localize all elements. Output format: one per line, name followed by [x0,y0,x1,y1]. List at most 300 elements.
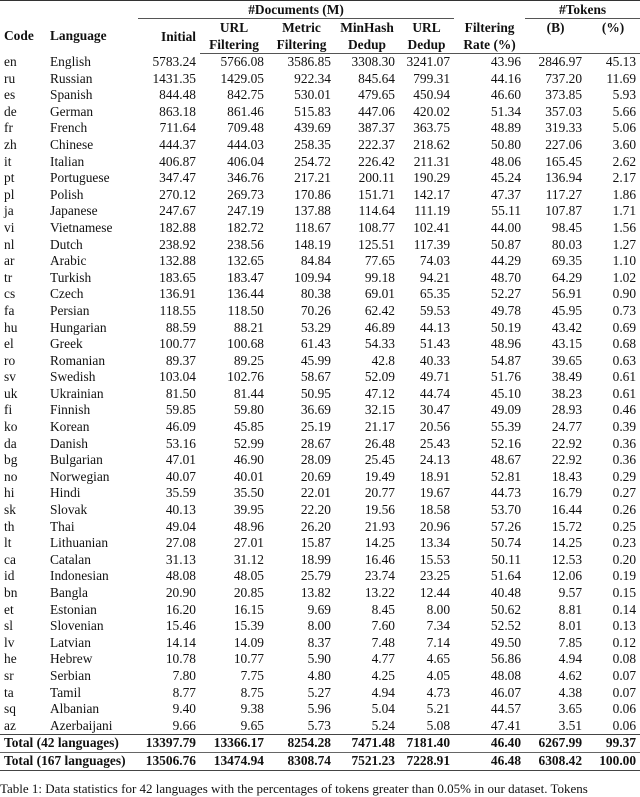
cell-initial: 238.92 [159,236,196,252]
cell-url-filtering: 81.44 [233,385,264,401]
cell-tokens-b: 7.85 [558,634,583,650]
cell-tokens-pct: 5.06 [612,120,637,136]
cell-initial: 88.59 [165,319,196,335]
cell-code: pl [4,186,15,202]
cell-url-dedup: 4.05 [426,667,451,683]
cell-tokens-pct: 5.93 [612,87,637,103]
header-tokens-group: #Tokens [525,1,640,19]
cell-tokens-pct: 11.69 [606,70,637,86]
header-filtering-rate-line2: Rate (%) [454,36,525,54]
cell-code: el [4,336,14,352]
table-header [0,1,640,54]
cell-tokens-b: 357.03 [545,103,583,119]
cell-initial: 47.01 [165,452,196,468]
cell-minhash-dedup: 69.01 [364,286,395,302]
cell-minhash-dedup: 447.06 [358,103,395,119]
cell-tokens-pct: 0.27 [612,485,637,501]
cell-metric-filtering: 45.99 [300,352,331,368]
total-filtering-rate: 46.48 [454,752,525,770]
total-metric-filtering: 8308.74 [268,752,335,770]
cell-tokens-b: 22.92 [551,435,583,451]
cell-language: English [50,53,91,69]
cell-url-dedup: 190.29 [413,170,451,186]
cell-metric-filtering: 22.20 [300,502,331,518]
table-row [0,336,640,353]
table-row [0,54,640,71]
cell-initial: 27.08 [165,535,196,551]
cell-initial: 711.64 [159,120,196,136]
cell-metric-filtering: 20.69 [300,468,331,484]
cell-initial: 15.46 [165,618,196,634]
cell-minhash-dedup: 200.11 [358,170,395,186]
total-tokens-pct: 99.37 [586,735,640,753]
cell-language: German [50,103,94,119]
cell-url-dedup: 5.21 [426,701,451,717]
cell-url-dedup: 19.67 [419,485,451,501]
cell-tokens-b: 16.44 [551,502,583,518]
cell-filtering-rate: 56.86 [490,651,522,667]
cell-code: bn [4,585,18,600]
cell-url-dedup: 102.41 [413,219,451,235]
cell-language: Indonesian [50,568,109,584]
cell-url-filtering: 183.47 [227,269,264,285]
cell-minhash-dedup: 125.51 [358,236,395,252]
cell-code: pt [4,170,15,186]
cell-filtering-rate: 57.26 [490,518,522,534]
cell-tokens-b: 4.94 [558,651,583,667]
cell-tokens-pct: 0.46 [612,402,637,418]
cell-metric-filtering: 26.20 [300,518,331,534]
cell-tokens-b: 373.85 [545,87,583,103]
cell-tokens-b: 38.49 [551,369,583,385]
cell-metric-filtering: 58.67 [300,369,331,385]
header-url-filtering-line2: Filtering [200,36,268,54]
table-row [0,353,640,370]
total-initial: 13506.76 [138,752,200,770]
cell-code: sl [4,618,13,634]
cell-minhash-dedup: 47.12 [364,385,395,401]
cell-language: Lithuanian [50,535,109,551]
cell-code: nl [4,236,15,252]
cell-url-filtering: 132.65 [227,253,264,269]
cell-url-filtering: 709.48 [227,120,264,136]
cell-tokens-pct: 1.86 [612,186,637,202]
cell-language: Japanese [50,203,98,219]
table-row [0,154,640,171]
cell-filtering-rate: 50.87 [490,236,522,252]
cell-url-filtering: 118.50 [227,302,264,318]
cell-minhash-dedup: 19.56 [364,502,395,518]
total-tokens-b: 6308.42 [525,752,586,770]
cell-initial: 444.37 [159,136,196,152]
cell-code: tr [4,269,13,285]
cell-minhash-dedup: 5.24 [371,717,395,733]
cell-code: fa [4,302,15,318]
cell-minhash-dedup: 4.25 [371,667,395,683]
table-row [0,170,640,187]
cell-minhash-dedup: 20.77 [364,485,395,501]
cell-code: da [4,435,17,451]
cell-filtering-rate: 50.11 [491,551,522,567]
cell-url-dedup: 74.03 [419,253,451,269]
cell-language: Serbian [50,667,91,683]
table-row [0,320,640,337]
cell-minhash-dedup: 7.48 [371,634,395,650]
total-filtering-rate: 46.40 [454,735,525,753]
cell-metric-filtering: 50.95 [300,385,331,401]
cell-initial: 46.09 [165,419,196,435]
header-spacer [454,1,525,19]
cell-tokens-pct: 0.39 [612,419,637,435]
cell-url-filtering: 88.21 [233,319,264,335]
cell-minhash-dedup: 13.22 [364,585,395,600]
header-tokens-b: (B) [546,20,565,35]
cell-language: Estonian [50,601,97,617]
cell-tokens-pct: 0.06 [612,717,637,733]
cell-tokens-pct: 0.90 [612,286,637,302]
cell-minhash-dedup: 19.49 [364,468,395,484]
cell-url-dedup: 363.75 [413,120,451,136]
table-row [0,485,640,502]
cell-url-dedup: 7.14 [426,634,451,650]
cell-language: Italian [50,153,85,169]
cell-tokens-b: 98.45 [551,219,583,235]
cell-url-dedup: 211.31 [413,153,451,169]
table-row [0,120,640,137]
cell-initial: 182.88 [159,219,196,235]
cell-tokens-b: 22.92 [551,452,583,468]
cell-url-filtering: 27.01 [233,535,264,551]
cell-url-dedup: 12.44 [419,585,451,600]
cell-url-dedup: 13.34 [419,535,451,551]
table-row [0,519,640,536]
cell-url-dedup: 3241.07 [406,54,451,69]
table-row [0,286,640,303]
cell-tokens-b: 18.43 [551,468,583,484]
cell-metric-filtering: 70.26 [300,302,331,318]
cell-filtering-rate: 52.27 [490,286,522,302]
cell-tokens-b: 165.45 [545,153,583,169]
cell-initial: 8.77 [172,684,196,700]
cell-code: ko [4,419,18,435]
cell-url-filtering: 40.01 [233,468,264,484]
cell-code: th [4,518,15,534]
cell-tokens-pct: 0.36 [612,452,637,468]
cell-filtering-rate: 48.70 [490,269,522,285]
cell-metric-filtering: 84.84 [300,253,331,269]
cell-tokens-pct: 1.10 [612,253,637,269]
cell-minhash-dedup: 52.09 [364,369,395,385]
cell-tokens-pct: 5.66 [612,103,637,119]
cell-tokens-pct: 0.20 [612,551,637,567]
cell-metric-filtering: 18.99 [300,551,331,567]
cell-tokens-pct: 0.26 [612,502,637,518]
cell-language: Spanish [50,87,93,103]
cell-initial: 5783.24 [152,53,196,69]
cell-url-filtering: 102.76 [227,369,264,385]
cell-url-dedup: 59.53 [419,302,451,318]
cell-minhash-dedup: 479.65 [358,87,395,103]
cell-metric-filtering: 118.67 [294,219,331,235]
cell-url-filtering: 842.75 [227,87,264,103]
cell-tokens-pct: 0.68 [612,336,637,352]
cell-url-dedup: 218.62 [413,136,451,152]
cell-tokens-b: 3.65 [558,701,583,717]
cell-language: Portuguese [50,170,110,186]
cell-url-filtering: 346.76 [227,170,264,186]
cell-initial: 863.18 [159,103,196,119]
cell-url-filtering: 35.50 [233,485,264,501]
cell-tokens-pct: 0.07 [612,684,637,700]
cell-metric-filtering: 530.01 [294,87,331,103]
table-row [0,502,640,519]
cell-url-filtering: 100.68 [227,336,264,352]
cell-url-dedup: 20.96 [419,518,451,534]
table-row [0,635,640,652]
cell-tokens-b: 56.91 [551,286,583,302]
table-row [0,203,640,220]
cell-tokens-pct: 0.19 [612,568,637,584]
cell-url-filtering: 46.90 [233,452,264,468]
total-url-dedup: 7228.91 [399,752,454,770]
cell-filtering-rate: 44.73 [490,485,522,501]
cell-url-filtering: 39.95 [233,502,264,518]
table-row [0,701,640,718]
table-row [0,585,640,602]
cell-language: Czech [50,286,84,302]
cell-code: ru [4,70,16,86]
cell-code: id [4,568,15,584]
cell-filtering-rate: 52.81 [490,468,522,484]
cell-url-dedup: 142.17 [413,186,451,202]
table-totals [0,735,640,770]
cell-url-filtering: 9.65 [240,717,264,733]
cell-tokens-b: 28.93 [551,402,583,418]
cell-filtering-rate: 48.89 [490,120,522,136]
cell-initial: 10.78 [165,651,196,667]
header-minhash-dedup-line2: Dedup [335,36,399,54]
cell-tokens-pct: 0.23 [612,535,637,551]
cell-tokens-pct: 0.69 [612,319,637,335]
cell-tokens-pct: 1.27 [612,236,637,252]
cell-metric-filtering: 61.43 [300,336,331,352]
cell-initial: 20.90 [165,585,196,600]
cell-url-filtering: 406.04 [227,153,264,169]
cell-url-filtering: 10.77 [233,651,264,667]
cell-tokens-b: 43.42 [551,319,583,335]
cell-initial: 1431.35 [152,70,196,86]
cell-language: Vietnamese [50,219,113,235]
cell-initial: 347.47 [159,170,196,186]
cell-initial: 31.13 [165,551,196,567]
cell-tokens-pct: 2.17 [612,170,637,186]
total-url-filtering: 13366.17 [200,735,268,753]
cell-tokens-b: 8.01 [558,618,583,634]
cell-language: Albanian [50,701,100,717]
cell-url-filtering: 238.56 [227,236,264,252]
table-row [0,104,640,121]
cell-metric-filtering: 922.34 [294,70,331,86]
cell-metric-filtering: 254.72 [294,153,331,169]
total-minhash-dedup: 7521.23 [335,752,399,770]
cell-code: sv [4,369,16,385]
cell-tokens-b: 45.95 [551,302,583,318]
cell-filtering-rate: 50.80 [490,136,522,152]
table-row [0,270,640,287]
cell-language: Hungarian [50,319,107,335]
cell-url-filtering: 7.75 [240,667,264,683]
cell-url-filtering: 247.19 [227,203,264,219]
cell-tokens-b: 39.65 [551,352,583,368]
table-row [0,618,640,635]
cell-url-filtering: 48.05 [233,568,264,584]
cell-filtering-rate: 49.50 [490,634,522,650]
cell-metric-filtering: 8.37 [307,634,331,650]
cell-minhash-dedup: 3308.30 [351,54,395,69]
cell-language: Chinese [50,136,94,152]
cell-minhash-dedup: 46.89 [364,319,395,335]
header-url-filtering-line1: URL [219,20,249,35]
cell-metric-filtering: 22.01 [300,485,331,501]
cell-filtering-rate: 55.39 [490,419,522,435]
cell-filtering-rate: 46.07 [490,684,522,700]
cell-initial: 59.85 [165,402,196,418]
header-row-group [0,1,640,19]
cell-url-filtering: 8.75 [240,684,264,700]
header-metric-filtering-line2: Filtering [268,36,335,54]
cell-filtering-rate: 52.16 [490,435,522,451]
total-row [0,752,640,770]
cell-minhash-dedup: 26.48 [364,435,395,451]
table-row [0,220,640,237]
cell-metric-filtering: 515.83 [294,103,331,119]
table-row [0,436,640,453]
cell-url-dedup: 15.53 [419,551,451,567]
cell-tokens-pct: 0.73 [612,302,637,318]
cell-minhash-dedup: 8.45 [371,601,395,617]
cell-metric-filtering: 439.69 [294,120,331,136]
cell-tokens-b: 38.23 [551,385,583,401]
cell-language: Catalan [50,551,91,567]
cell-tokens-pct: 1.71 [612,203,637,219]
header-tokens-pct: (%) [601,20,625,35]
cell-tokens-pct: 2.62 [612,153,637,169]
table-row [0,87,640,104]
cell-tokens-b: 43.15 [551,336,583,352]
cell-filtering-rate: 51.34 [490,103,522,119]
cell-url-dedup: 49.71 [419,369,451,385]
cell-minhash-dedup: 4.77 [371,651,395,667]
cell-code: bg [4,452,18,468]
cell-tokens-pct: 0.29 [612,468,637,484]
cell-metric-filtering: 80.38 [300,286,331,302]
header-spacer [525,36,586,54]
cell-minhash-dedup: 42.8 [371,352,395,368]
cell-initial: 14.14 [165,634,196,650]
cell-tokens-pct: 0.07 [612,667,637,683]
table-row [0,386,640,403]
header-documents-group: #Documents (M) [138,1,454,19]
cell-metric-filtering: 36.69 [300,402,331,418]
cell-tokens-pct: 0.36 [612,435,637,451]
cell-url-filtering: 9.38 [240,701,264,717]
header-minhash-dedup-line1: MinHash [340,20,394,35]
cell-metric-filtering: 258.35 [294,136,331,152]
cell-url-dedup: 25.43 [419,435,451,451]
cell-url-filtering: 444.03 [227,136,264,152]
cell-code: zh [4,136,17,152]
cell-tokens-pct: 0.63 [612,352,637,368]
cell-language: Norwegian [50,468,110,484]
cell-initial: 406.87 [159,153,196,169]
cell-filtering-rate: 49.09 [490,402,522,418]
table-row [0,452,640,469]
cell-minhash-dedup: 14.25 [364,535,395,551]
cell-initial: 81.50 [165,385,196,401]
cell-initial: 132.88 [159,253,196,269]
cell-code: ar [4,253,15,269]
cell-code: vi [4,219,15,235]
cell-filtering-rate: 48.67 [490,452,522,468]
cell-minhash-dedup: 114.64 [358,203,395,219]
cell-tokens-pct: 3.60 [612,136,637,152]
cell-code: sr [4,667,14,683]
cell-metric-filtering: 9.69 [307,601,331,617]
cell-tokens-pct: 1.56 [612,219,637,235]
cell-filtering-rate: 44.16 [490,70,522,86]
table-row [0,253,640,270]
cell-language: Slovak [50,502,88,518]
cell-url-dedup: 8.00 [426,601,451,617]
cell-code: fr [4,120,13,136]
cell-filtering-rate: 50.74 [490,535,522,551]
cell-url-dedup: 18.91 [419,468,451,484]
cell-minhash-dedup: 226.42 [358,153,395,169]
cell-minhash-dedup: 21.17 [364,419,395,435]
cell-url-dedup: 94.21 [419,269,451,285]
cell-url-dedup: 7.34 [426,618,451,634]
cell-initial: 118.55 [159,302,196,318]
cell-minhash-dedup: 23.74 [364,568,395,584]
cell-url-filtering: 31.12 [233,551,264,567]
cell-filtering-rate: 49.78 [490,302,522,318]
cell-url-filtering: 1429.05 [220,70,264,86]
cell-url-filtering: 20.85 [233,585,264,600]
cell-metric-filtering: 25.19 [300,419,331,435]
cell-initial: 183.65 [159,269,196,285]
cell-url-dedup: 4.65 [426,651,451,667]
cell-minhash-dedup: 151.71 [358,186,395,202]
cell-code: hu [4,319,18,335]
cell-url-filtering: 15.39 [233,618,264,634]
cell-filtering-rate: 53.70 [490,502,522,518]
cell-initial: 7.80 [172,667,196,683]
cell-url-filtering: 14.09 [233,634,264,650]
cell-code: de [4,103,17,119]
cell-language: Greek [50,336,83,352]
cell-initial: 40.07 [165,468,196,484]
cell-url-dedup: 44.13 [419,319,451,335]
cell-code: sk [4,502,16,518]
cell-language: Finnish [50,402,91,418]
cell-metric-filtering: 3586.85 [287,54,331,69]
cell-url-dedup: 420.02 [413,103,451,119]
cell-url-filtering: 5766.08 [220,54,264,69]
cell-metric-filtering: 5.96 [307,701,331,717]
cell-tokens-b: 8.81 [558,601,583,617]
cell-code: az [4,717,16,733]
header-filtering-rate-line1: Filtering [464,19,515,35]
